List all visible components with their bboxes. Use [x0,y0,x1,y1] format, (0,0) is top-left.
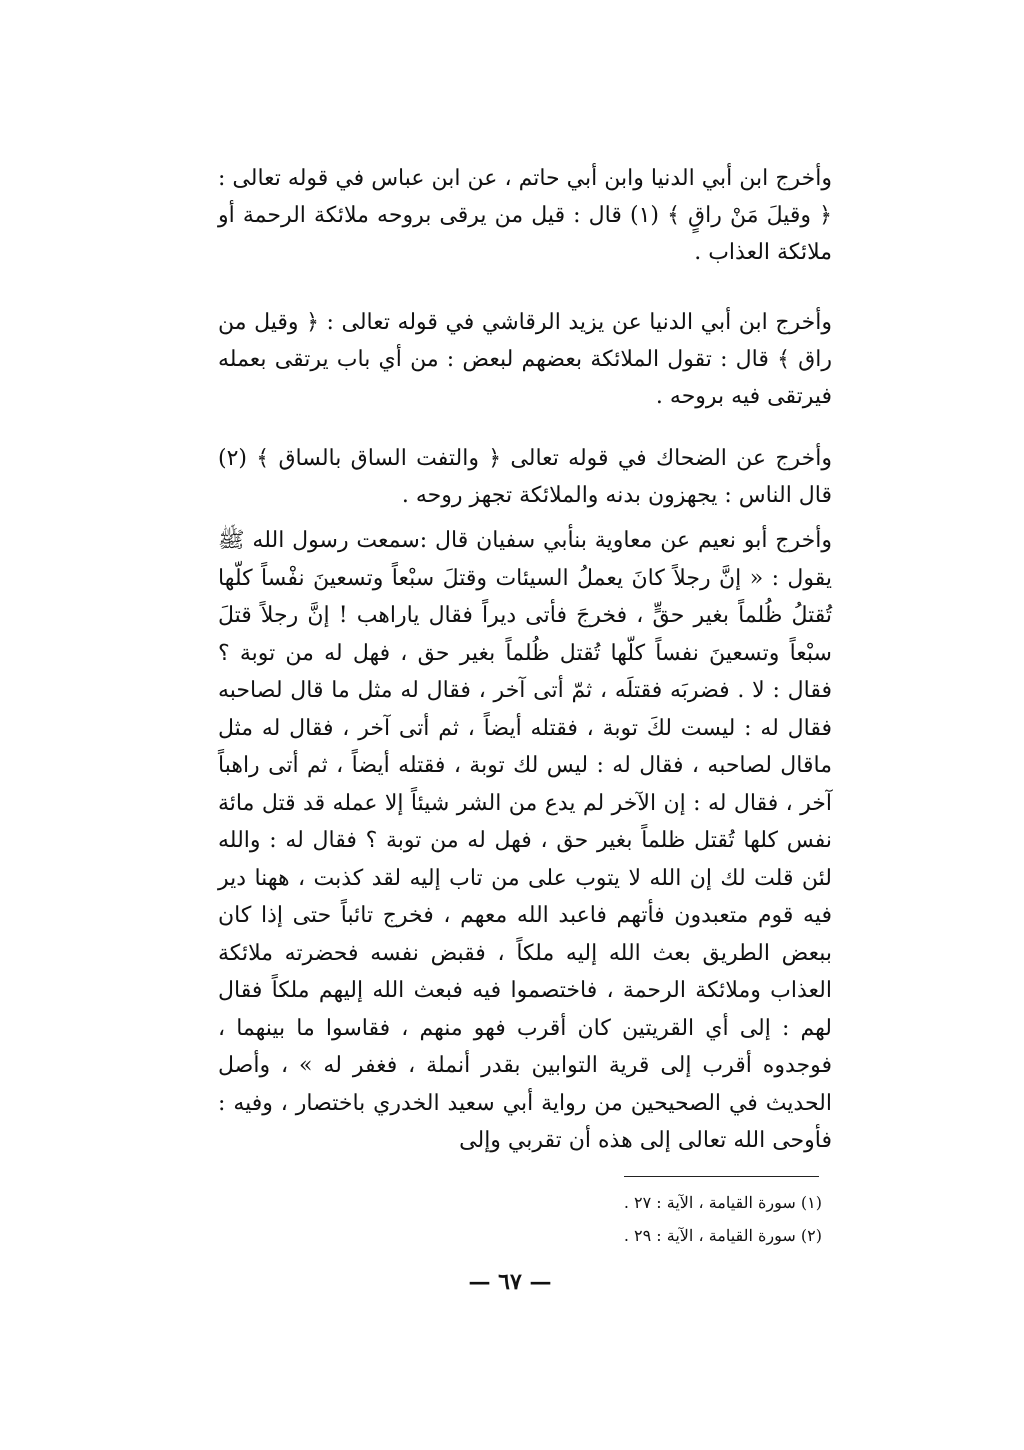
paragraph-ibn-abbas: وأخرج ابن أبي الدنيا وابن أبي حاتم ، عن ابن عباس في قوله تعالى : ﴿ وقيلَ مَنْ راقٍ ﴾ (١) قال : قيل من يرقى بروحه ملائكة الرحمة أو ملائكة العذاب . [218,166,832,265]
footnote-1: (١) سورة القيامة ، الآية : ٢٧ . [623,1193,822,1212]
paragraph-hadith-abu-nuaym: وأخرج أبو نعيم عن معاوية بنأبي سفيان قال :سمعت رسول الله ﷺ يقول : « إنَّ رجلاً كانَ يعملُ السيئات وقتلَ سبْعاً وتسعينَ نفْساً كلّها تُقتلُ ظُلماً بغير حقٍّ ، فخرجَ فأتى ديراً فقال ياراهب ! إنَّ رجلاً قتلَ سبْعاً وتسعينَ نفساً كلّها تُقتل ظُلماً بغير حق ، فهل له من توبة ؟ فقال : لا . فضربَه فقتلَه ، ثمّ أتى آخر ، فقال له مثل ما قال لصاحبه فقال له : ليست لكَ توبة ، فقتله أيضاً ، ثم أتى آخر ، فقال له مثل ماقال لصاحبه ، فقال له : ليس لك توبة ، فقتله أيضاً ، ثم أتى راهباً آخر ، فقال له : إن الآخر لم يدع من الشر شيئاً إلا عمله قد قتل مائة نفس كلها تُقتل ظلماً بغير حق ، فهل له من توبة ؟ فقال له : والله لئن قلت لك إن الله لا يتوب على من تاب إليه لقد كذبت ، ههنا دير فيه قوم متعبدون فأتهم فاعبد الله معهم ، فخرج تائباً حتى إذا كان ببعض الطريق بعث الله إليه ملكاً ، فقبض نفسه فحضرته ملائكة العذاب وملائكة الرحمة ، فاختصموا فيه فبعث الله إليهم ملكاً فقال لهم : إلى أي القريتين كان أقرب فهو منهم ، فقاسوا ما بينهما ، فوجدوه أقرب إلى قرية التوابين بقدر أنملة ، فغفر له » ، وأصل الحديث في الصحيحين من رواية أبي سعيد الخدري باختصار ، وفيه : فأوحى الله تعالى إلى هذه أن تقربي وإلى [218,528,832,1153]
footnote-separator [624,1176,819,1177]
page-number: — ٦٧ — [468,1269,552,1295]
footnotes [560,1186,822,1252]
footnote-2: (٢) سورة القيامة ، الآية : ٢٩ . [623,1226,822,1245]
paragraph-dahhak: وأخرج عن الضحاك في قوله تعالى ﴿ والتفت الساق بالساق ﴾ (٢) قال الناس : يجهزون بدنه والملائكة تجهز روحه . [218,446,832,508]
paragraph-yazid-raqashi: وأخرج ابن أبي الدنيا عن يزيد الرقاشي في قوله تعالى : ﴿ وقيل من راق ﴾ قال : تقول الملائكة بعضهم لبعض : من أي باب يرتقى بعمله فيرتقى فيه بروحه . [218,310,832,409]
